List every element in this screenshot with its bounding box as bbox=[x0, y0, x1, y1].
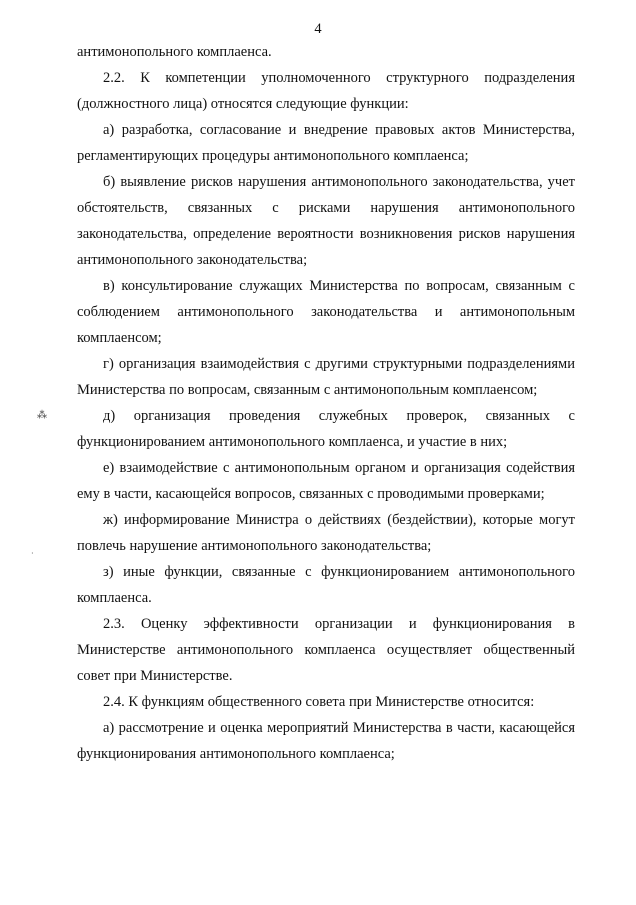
paragraph-2-2: 2.2. К компетенции уполномоченного структурного подразделения (должностного лица) относятся следующие функции: bbox=[77, 70, 575, 112]
list-item-2-2-b: б) выявление рисков нарушения антимонопольного законодательства, учет обстоятельств, связанных с рисками нарушения антимонопольного законодательства, определение вероятности возникновения рисков нарушения антимонопольного законодательства; bbox=[77, 174, 575, 268]
paragraph-2-4: 2.4. К функциям общественного совета при Министерстве относится: bbox=[103, 694, 535, 710]
document-body bbox=[77, 39, 575, 767]
list-item-2-2-z: з) иные функции, связанные с функционированием антимонопольного комплаенса. bbox=[77, 564, 575, 606]
paragraph-continuation: антимонопольного комплаенса. bbox=[77, 44, 272, 60]
page-number: 4 bbox=[314, 21, 322, 37]
list-item-2-2-v: в) консультирование служащих Министерства по вопросам, связанным с соблюдением антимонопольного законодательства и антимонопольным комплаенсом; bbox=[77, 278, 575, 346]
paragraph-2-3: 2.3. Оценку эффективности организации и функционирования в Министерстве антимонопольного комплаенса осуществляет общественный совет при Министерстве. bbox=[77, 616, 575, 684]
margin-scan-speck: · bbox=[31, 549, 34, 558]
list-item-2-4-a: а) рассмотрение и оценка мероприятий Министерства в части, касающейся функционирования антимонопольного комплаенса; bbox=[77, 720, 575, 762]
margin-scan-mark: ⁂ bbox=[37, 410, 47, 421]
list-item-2-2-e: е) взаимодействие с антимонопольным органом и организация содействия ему в части, касающейся вопросов, связанных с проводимыми проверками; bbox=[77, 460, 575, 502]
list-item-2-2-g: г) организация взаимодействия с другими структурными подразделениями Министерства по вопросам, связанным с антимонопольным комплаенсом; bbox=[77, 356, 575, 398]
list-item-2-2-a: а) разработка, согласование и внедрение правовых актов Министерства, регламентирующих процедуры антимонопольного комплаенса; bbox=[77, 122, 575, 164]
list-item-2-2-zh: ж) информирование Министра о действиях (бездействии), которые могут повлечь нарушение антимонопольного законодательства; bbox=[77, 512, 575, 554]
list-item-2-2-d: д) организация проведения служебных проверок, связанных с функционированием антимонопольного комплаенса, и участие в них; bbox=[77, 408, 575, 450]
